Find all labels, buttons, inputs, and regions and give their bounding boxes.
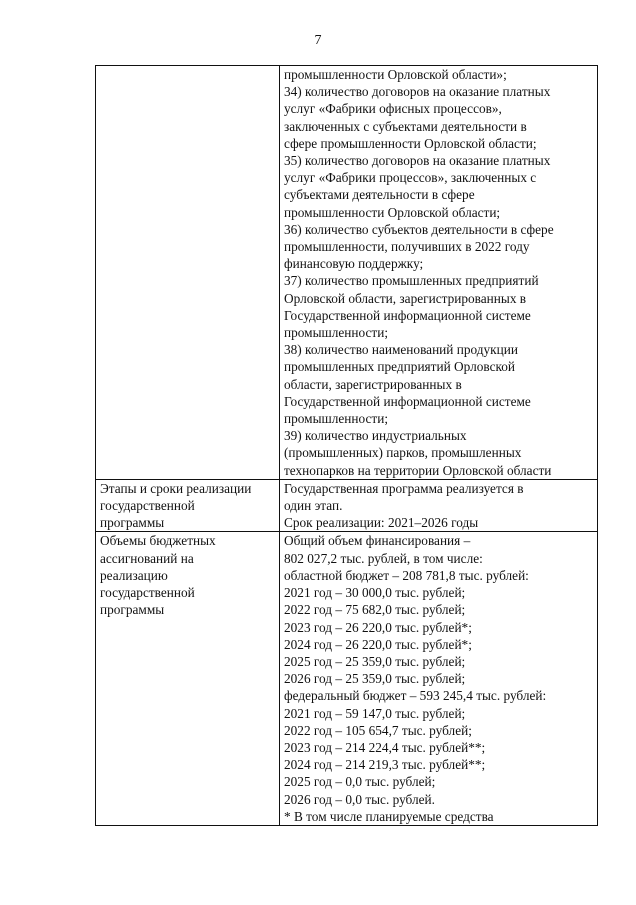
- text-line: Срок реализации: 2021–2026 годы: [284, 515, 479, 531]
- text-line: государственной: [100, 585, 195, 601]
- text-line: программы: [100, 602, 165, 618]
- program-passport-table: [95, 65, 598, 826]
- text-line: 2023 год – 214 224,4 тыс. рублей**;: [284, 739, 486, 755]
- text-line: 36) количество субъектов деятельности в сфере: [284, 221, 554, 237]
- text-line: промышленных предприятий Орловской: [284, 359, 516, 375]
- parameter-value-cell: [280, 479, 598, 532]
- page-number: 7: [314, 33, 322, 48]
- text-line: Государственной информационной системе: [284, 307, 531, 323]
- text-line: (промышленных) парков, промышленных: [284, 445, 522, 461]
- text-line: промышленности;: [284, 411, 389, 427]
- text-line: субъектами деятельности в сфере: [284, 187, 475, 203]
- text-line: Государственная программа реализуется в: [284, 480, 524, 496]
- text-line: Общий объем финансирования –: [284, 533, 471, 549]
- text-line: 37) количество промышленных предприятий: [284, 273, 539, 289]
- text-line: один этап.: [284, 498, 343, 514]
- text-line: услуг «Фабрики офисных процессов»,: [284, 101, 502, 117]
- budget-allocations-row: [96, 532, 598, 825]
- text-line: 38) количество наименований продукции: [284, 342, 518, 358]
- text-line: государственной: [100, 498, 195, 514]
- text-line: 2022 год – 105 654,7 тыс. рублей;: [284, 722, 472, 738]
- text-line: технопарков на территории Орловской области: [284, 462, 552, 478]
- text-line: 2026 год – 0,0 тыс. рублей.: [284, 791, 435, 807]
- text-line: областной бюджет – 208 781,8 тыс. рублей:: [284, 567, 529, 583]
- text-line: 802 027,2 тыс. рублей, в том числе:: [284, 550, 483, 566]
- text-line: промышленности;: [284, 325, 389, 341]
- text-line: Объемы бюджетных: [100, 533, 216, 549]
- text-line: 2021 год – 30 000,0 тыс. рублей;: [284, 585, 466, 601]
- parameter-name-cell: [96, 532, 280, 825]
- text-line: 2022 год – 75 682,0 тыс. рублей;: [284, 602, 466, 618]
- text-line: 2024 год – 26 220,0 тыс. рублей*;: [284, 636, 472, 652]
- text-line: финансовую поддержку;: [284, 256, 424, 272]
- stages-and-terms-row: [96, 479, 598, 532]
- text-line: программы: [100, 515, 165, 531]
- parameter-name-cell: [96, 66, 280, 480]
- text-line: сфере промышленности Орловской области;: [284, 135, 537, 151]
- text-line: 34) количество договоров на оказание платных: [284, 84, 551, 100]
- parameter-name-cell: [96, 479, 280, 532]
- text-line: Государственной информационной системе: [284, 393, 531, 409]
- parameter-value-cell: [280, 66, 598, 480]
- text-line: федеральный бюджет – 593 245,4 тыс. рублей:: [284, 688, 547, 704]
- text-line: 2023 год – 26 220,0 тыс. рублей*;: [284, 619, 472, 635]
- text-line: 2025 год – 0,0 тыс. рублей;: [284, 774, 436, 790]
- parameter-value-cell: [280, 532, 598, 825]
- text-line: области, зарегистрированных в: [284, 376, 462, 392]
- text-line: 2021 год – 59 147,0 тыс. рублей;: [284, 705, 466, 721]
- text-line: 35) количество договоров на оказание платных: [284, 153, 551, 169]
- text-line: 2025 год – 25 359,0 тыс. рублей;: [284, 653, 466, 669]
- text-line: Этапы и сроки реализации: [100, 480, 252, 496]
- text-line: Орловской области, зарегистрированных в: [284, 290, 527, 306]
- text-line: промышленности Орловской области»;: [284, 67, 507, 82]
- text-line: промышленности, получивших в 2022 году: [284, 239, 530, 255]
- text-line: промышленности Орловской области;: [284, 204, 501, 220]
- text-line: 2024 год – 214 219,3 тыс. рублей**;: [284, 757, 486, 773]
- text-line: 2026 год – 25 359,0 тыс. рублей;: [284, 671, 466, 687]
- text-line: заключенных с субъектами деятельности в: [284, 118, 527, 134]
- text-line: 39) количество индустриальных: [284, 428, 467, 444]
- indicators-continuation-row: [96, 66, 598, 480]
- text-line: ассигнований на: [100, 550, 194, 566]
- text-line: услуг «Фабрики процессов», заключенных с: [284, 170, 537, 186]
- text-line: * В том числе планируемые средства: [284, 808, 494, 824]
- text-line: реализацию: [100, 567, 168, 583]
